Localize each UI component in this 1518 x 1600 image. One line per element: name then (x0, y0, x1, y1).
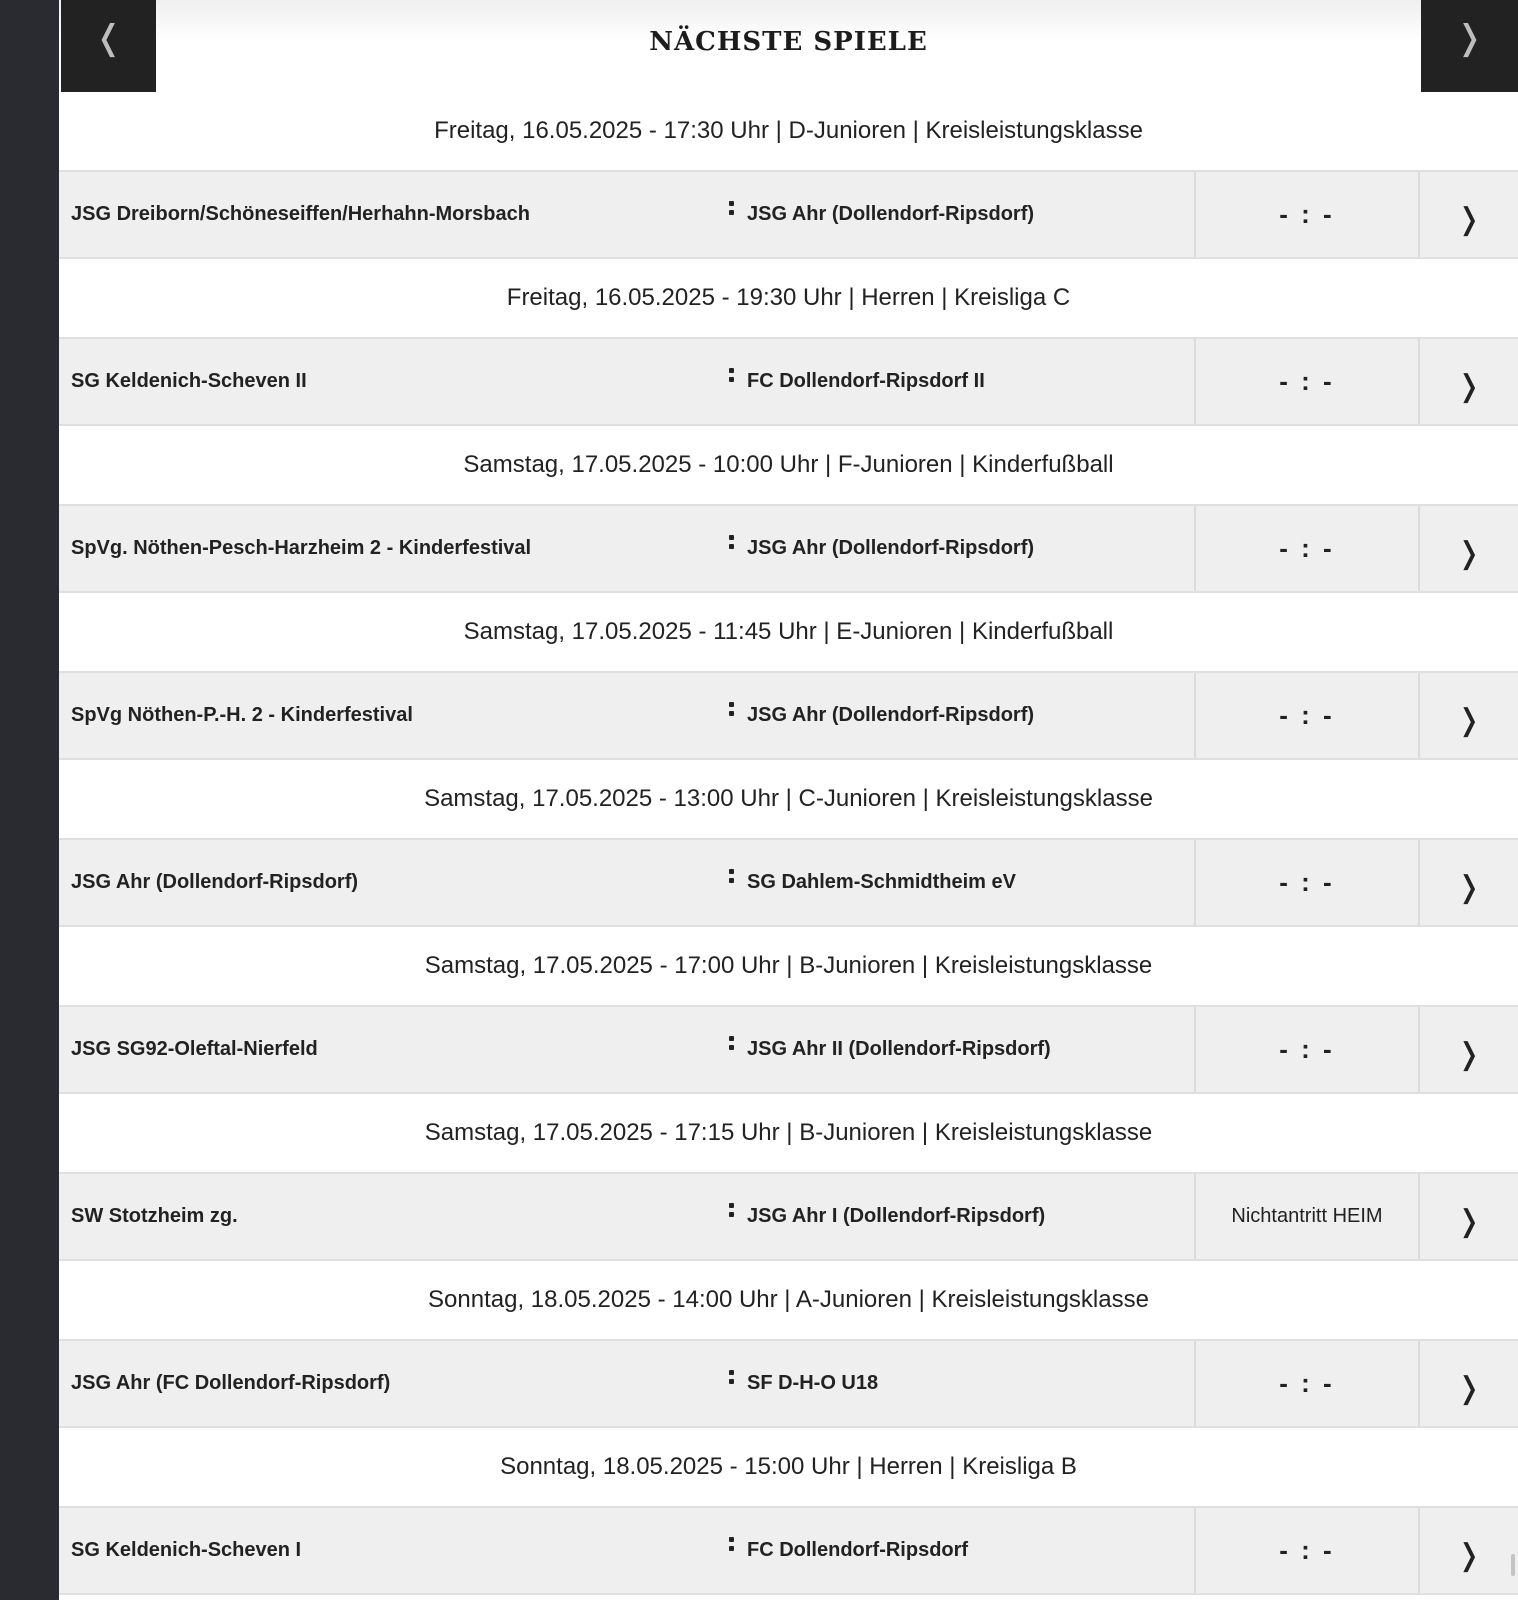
away-team: FC Dollendorf-Ripsdorf (747, 1539, 969, 1561)
game-date-info: Samstag, 17.05.2025 - 13:00 Uhr | C-Junioren | Kreisleistungsklasse (59, 760, 1518, 838)
match-score: Nichtantritt HEIM (1194, 1174, 1420, 1259)
home-team: JSG Ahr (Dollendorf-Ripsdorf) (71, 871, 359, 893)
versus-colon-icon (722, 1203, 740, 1217)
page-title: NÄCHSTE SPIELE (649, 27, 928, 57)
match-details-button[interactable]: ❭ (1456, 536, 1482, 571)
match-score: - : - (1194, 1508, 1420, 1593)
home-team: JSG Ahr (FC Dollendorf-Ripsdorf) (71, 1372, 391, 1394)
match-score: - : - (1194, 673, 1420, 758)
away-team: JSG Ahr (Dollendorf-Ripsdorf) (747, 537, 1035, 559)
match-score: - : - (1194, 172, 1420, 257)
versus-colon-icon (722, 368, 740, 382)
game-date-info: Samstag, 17.05.2025 - 10:00 Uhr | F-Junioren | Kinderfußball (59, 426, 1518, 504)
match-details-button[interactable]: ❭ (1456, 369, 1482, 404)
home-team: SpVg. Nöthen-Pesch-Harzheim 2 - Kinderfestival (71, 537, 532, 559)
match-row[interactable] (59, 1506, 1518, 1595)
versus-colon-icon (722, 1370, 740, 1384)
away-team: JSG Ahr (Dollendorf-Ripsdorf) (747, 203, 1035, 225)
away-team: JSG Ahr I (Dollendorf-Ripsdorf) (747, 1205, 1046, 1227)
match-row[interactable] (59, 671, 1518, 760)
panel-header (59, 0, 1518, 92)
match-row[interactable] (59, 1339, 1518, 1428)
match-details-button[interactable]: ❭ (1456, 202, 1482, 237)
away-team: JSG Ahr II (Dollendorf-Ripsdorf) (747, 1038, 1051, 1060)
versus-colon-icon (722, 1537, 740, 1551)
match-details-button[interactable]: ❭ (1456, 1538, 1482, 1573)
home-team: SG Keldenich-Scheven I (71, 1539, 302, 1561)
next-games-panel (59, 0, 1518, 1600)
away-team: FC Dollendorf-Ripsdorf II (747, 370, 985, 392)
match-details-button[interactable]: ❭ (1456, 1204, 1482, 1239)
away-team: JSG Ahr (Dollendorf-Ripsdorf) (747, 704, 1035, 726)
match-details-button[interactable]: ❭ (1456, 703, 1482, 738)
home-team: JSG SG92-Oleftal-Nierfeld (71, 1038, 318, 1060)
match-score: - : - (1194, 506, 1420, 591)
match-row[interactable] (59, 1172, 1518, 1261)
versus-colon-icon (722, 535, 740, 549)
chevron-right-icon: ❭ (1455, 18, 1484, 58)
match-row[interactable] (59, 838, 1518, 927)
home-team: SW Stotzheim zg. (71, 1205, 238, 1227)
game-date-info: Sonntag, 18.05.2025 - 15:00 Uhr | Herren | Kreisliga B (59, 1428, 1518, 1506)
match-details-button[interactable]: ❭ (1456, 1371, 1482, 1406)
scrollbar[interactable] (1511, 1554, 1515, 1576)
match-details-button[interactable]: ❭ (1456, 870, 1482, 905)
versus-colon-icon (722, 1036, 740, 1050)
match-row[interactable] (59, 337, 1518, 426)
home-team: JSG Dreiborn/Schöneseiffen/Herhahn-Morsbach (71, 203, 530, 225)
home-team: SG Keldenich-Scheven II (71, 370, 307, 392)
match-row[interactable] (59, 504, 1518, 593)
games-list (59, 92, 1518, 1595)
chevron-left-icon: ❬ (94, 18, 123, 58)
game-date-info: Freitag, 16.05.2025 - 17:30 Uhr | D-Junioren | Kreisleistungsklasse (59, 92, 1518, 170)
game-date-info: Samstag, 17.05.2025 - 17:15 Uhr | B-Junioren | Kreisleistungsklasse (59, 1094, 1518, 1172)
versus-colon-icon (722, 869, 740, 883)
versus-colon-icon (722, 201, 740, 215)
away-team: SF D-H-O U18 (747, 1372, 879, 1394)
home-team: SpVg Nöthen-P.-H. 2 - Kinderfestival (71, 704, 413, 726)
game-date-info: Samstag, 17.05.2025 - 11:45 Uhr | E-Junioren | Kinderfußball (59, 593, 1518, 671)
versus-colon-icon (722, 702, 740, 716)
match-score: - : - (1194, 1341, 1420, 1426)
next-button[interactable] (1421, 0, 1518, 92)
match-score: - : - (1194, 1007, 1420, 1092)
game-date-info: Freitag, 16.05.2025 - 19:30 Uhr | Herren | Kreisliga C (59, 259, 1518, 337)
game-date-info: Samstag, 17.05.2025 - 17:00 Uhr | B-Junioren | Kreisleistungsklasse (59, 927, 1518, 1005)
match-details-button[interactable]: ❭ (1456, 1037, 1482, 1072)
game-date-info: Sonntag, 18.05.2025 - 14:00 Uhr | A-Junioren | Kreisleistungsklasse (59, 1261, 1518, 1339)
match-score: - : - (1194, 339, 1420, 424)
match-score: - : - (1194, 840, 1420, 925)
match-row[interactable] (59, 170, 1518, 259)
away-team: SG Dahlem-Schmidtheim eV (747, 871, 1016, 893)
match-row[interactable] (59, 1005, 1518, 1094)
